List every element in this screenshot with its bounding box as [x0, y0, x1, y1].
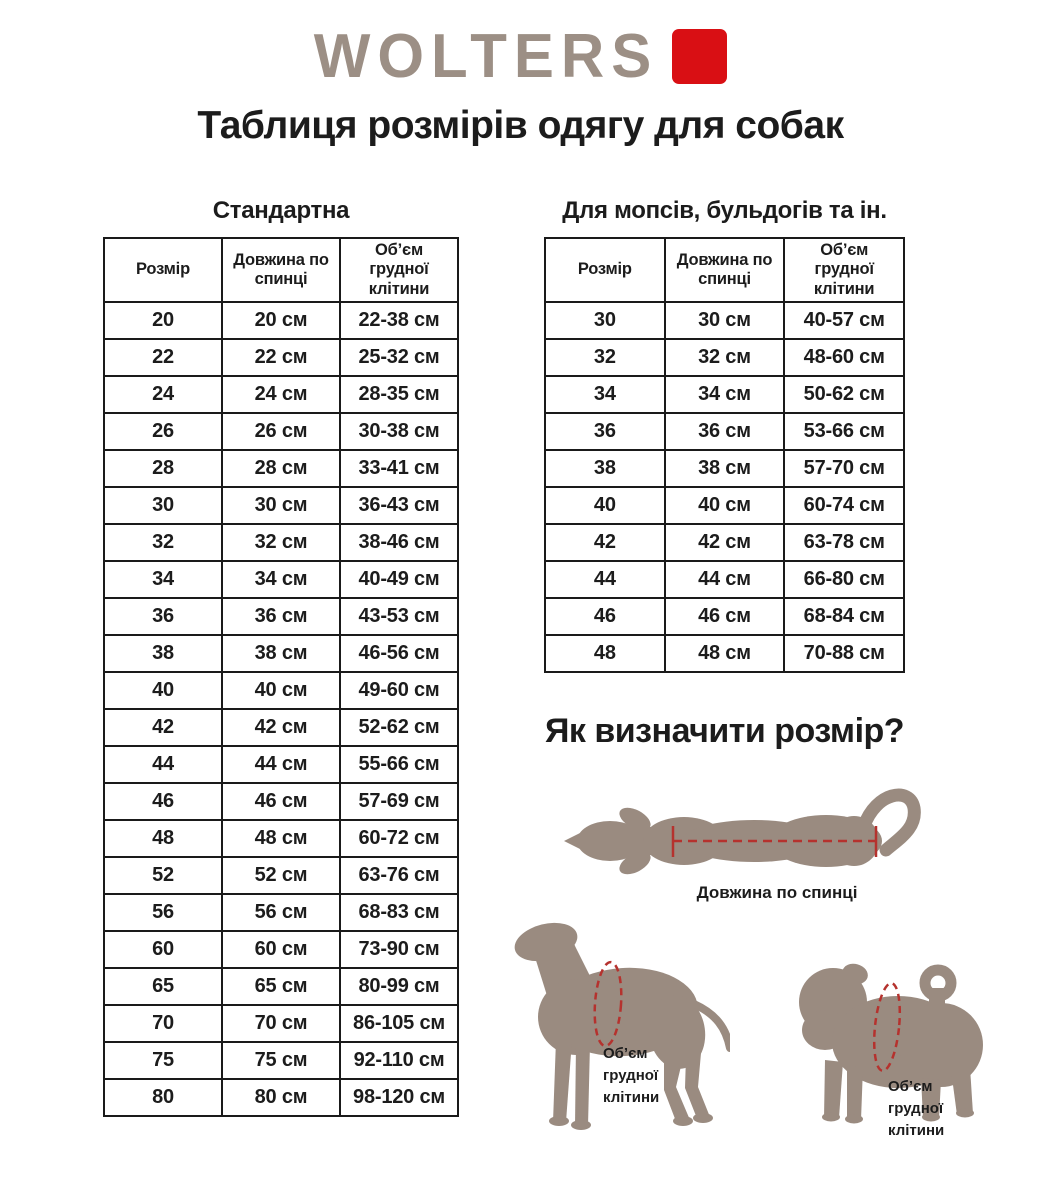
table-row	[545, 413, 904, 450]
table-cell: 26 см	[222, 413, 340, 450]
table-cell: 92-110 см	[340, 1042, 458, 1079]
table-cell: 70 см	[222, 1005, 340, 1042]
table-cell: 34	[104, 561, 222, 598]
table-cell: 32 см	[665, 339, 785, 376]
table-cell: 46 см	[665, 598, 785, 635]
brand-wordmark: WOLTERS	[313, 20, 659, 91]
table-cell: 36-43 см	[340, 487, 458, 524]
pug-table-title: Для мопсів, бульдогів та ін.	[562, 197, 887, 224]
table-cell: 80 см	[222, 1079, 340, 1116]
table-cell: 25-32 см	[340, 339, 458, 376]
table-cell: 98-120 см	[340, 1079, 458, 1116]
column-header-size: Розмір	[104, 238, 222, 302]
table-cell: 30	[545, 302, 665, 339]
table-row	[104, 968, 458, 1005]
table-cell: 40-49 см	[340, 561, 458, 598]
table-cell: 86-105 см	[340, 1005, 458, 1042]
table-cell: 20 см	[222, 302, 340, 339]
table-cell: 38-46 см	[340, 524, 458, 561]
table-cell: 80-99 см	[340, 968, 458, 1005]
table-cell: 22-38 см	[340, 302, 458, 339]
table-row	[104, 487, 458, 524]
column-header-size: Розмір	[545, 238, 665, 302]
table-cell: 43-53 см	[340, 598, 458, 635]
table-cell: 36 см	[222, 598, 340, 635]
table-cell: 60	[104, 931, 222, 968]
table-cell: 49-60 см	[340, 672, 458, 709]
table-cell: 46	[104, 783, 222, 820]
table-cell: 63-76 см	[340, 857, 458, 894]
table-cell: 34 см	[222, 561, 340, 598]
brand-red-square-icon	[672, 29, 727, 84]
table-cell: 30 см	[222, 487, 340, 524]
table-row	[104, 931, 458, 968]
table-cell: 24 см	[222, 376, 340, 413]
table-row	[545, 339, 904, 376]
table-cell: 34 см	[665, 376, 785, 413]
table-cell: 55-66 см	[340, 746, 458, 783]
table-cell: 42	[104, 709, 222, 746]
table-row	[104, 1042, 458, 1079]
table-cell: 44 см	[222, 746, 340, 783]
table-cell: 60-72 см	[340, 820, 458, 857]
table-row	[104, 783, 458, 820]
table-cell: 46 см	[222, 783, 340, 820]
column-header-back-length: Довжина по спинці	[665, 238, 785, 302]
table-row	[104, 339, 458, 376]
table-cell: 44	[545, 561, 665, 598]
table-cell: 75 см	[222, 1042, 340, 1079]
column-header-chest: Об’єм грудної клітини	[340, 238, 458, 302]
table-row	[545, 635, 904, 672]
chest-girth-label: Об’єм грудної клітини	[888, 1078, 945, 1139]
table-cell: 65 см	[222, 968, 340, 1005]
table-cell: 46	[545, 598, 665, 635]
table-cell: 70-88 см	[784, 635, 904, 672]
table-cell: 44	[104, 746, 222, 783]
table-row	[104, 820, 458, 857]
dog-top-view-illustration	[558, 776, 923, 891]
table-cell: 60 см	[222, 931, 340, 968]
table-cell: 32 см	[222, 524, 340, 561]
table-row	[104, 857, 458, 894]
table-cell: 63-78 см	[784, 524, 904, 561]
table-row	[545, 376, 904, 413]
table-cell: 56 см	[222, 894, 340, 931]
table-header-row	[545, 238, 904, 302]
table-cell: 46-56 см	[340, 635, 458, 672]
table-cell: 40-57 см	[784, 302, 904, 339]
table-row	[545, 524, 904, 561]
table-cell: 68-83 см	[340, 894, 458, 931]
table-cell: 20	[104, 302, 222, 339]
table-cell: 28 см	[222, 450, 340, 487]
table-cell: 80	[104, 1079, 222, 1116]
table-cell: 38	[104, 635, 222, 672]
table-cell: 44 см	[665, 561, 785, 598]
table-row	[545, 598, 904, 635]
table-cell: 50-62 см	[784, 376, 904, 413]
table-cell: 75	[104, 1042, 222, 1079]
column-header-chest: Об’єм грудної клітини	[784, 238, 904, 302]
table-row	[545, 487, 904, 524]
table-cell: 34	[545, 376, 665, 413]
table-row	[104, 376, 458, 413]
table-cell: 33-41 см	[340, 450, 458, 487]
table-cell: 48 см	[665, 635, 785, 672]
table-cell: 38	[545, 450, 665, 487]
pug-size-section	[544, 196, 905, 673]
table-row	[104, 1079, 458, 1116]
table-row	[104, 598, 458, 635]
table-cell: 40 см	[665, 487, 785, 524]
table-cell: 52-62 см	[340, 709, 458, 746]
table-row	[104, 413, 458, 450]
table-cell: 22 см	[222, 339, 340, 376]
pug-curled-tail	[925, 970, 951, 996]
table-cell: 30-38 см	[340, 413, 458, 450]
standard-size-section	[103, 196, 459, 1117]
table-row	[104, 709, 458, 746]
column-header-back-length: Довжина по спинці	[222, 238, 340, 302]
table-cell: 70	[104, 1005, 222, 1042]
table-cell: 30 см	[665, 302, 785, 339]
table-row	[545, 450, 904, 487]
table-cell: 48	[104, 820, 222, 857]
table-cell: 28	[104, 450, 222, 487]
standard-size-table	[103, 237, 459, 1117]
table-row	[104, 302, 458, 339]
table-cell: 22	[104, 339, 222, 376]
table-cell: 36	[545, 413, 665, 450]
table-row	[104, 524, 458, 561]
table-cell: 42	[545, 524, 665, 561]
table-cell: 57-69 см	[340, 783, 458, 820]
table-cell: 52	[104, 857, 222, 894]
table-cell: 42 см	[222, 709, 340, 746]
table-row	[545, 561, 904, 598]
table-cell: 32	[104, 524, 222, 561]
table-row	[104, 1005, 458, 1042]
standard-table-title: Стандартна	[212, 197, 350, 224]
table-row	[545, 302, 904, 339]
table-cell: 56	[104, 894, 222, 931]
table-cell: 40	[104, 672, 222, 709]
table-cell: 40 см	[222, 672, 340, 709]
table-row	[104, 672, 458, 709]
table-header-row	[104, 238, 458, 302]
table-cell: 48-60 см	[784, 339, 904, 376]
table-row	[104, 746, 458, 783]
page-title: Таблиця розмірів одягу для собак	[197, 104, 844, 147]
table-cell: 28-35 см	[340, 376, 458, 413]
table-cell: 48 см	[222, 820, 340, 857]
table-cell: 48	[545, 635, 665, 672]
table-cell: 65	[104, 968, 222, 1005]
table-cell: 40	[545, 487, 665, 524]
table-cell: 38 см	[665, 450, 785, 487]
chest-girth-label: Об’єм грудної клітини	[603, 1045, 660, 1106]
back-length-label: Довжина по спинці	[696, 883, 858, 902]
guide-title: Як визначити розмір?	[544, 712, 905, 750]
table-cell: 73-90 см	[340, 931, 458, 968]
table-cell: 42 см	[665, 524, 785, 561]
table-row	[104, 894, 458, 931]
table-row	[104, 561, 458, 598]
table-cell: 52 см	[222, 857, 340, 894]
table-cell: 57-70 см	[784, 450, 904, 487]
pug-size-table	[544, 237, 905, 673]
table-cell: 38 см	[222, 635, 340, 672]
table-cell: 30	[104, 487, 222, 524]
table-cell: 32	[545, 339, 665, 376]
table-cell: 36	[104, 598, 222, 635]
table-cell: 60-74 см	[784, 487, 904, 524]
table-cell: 24	[104, 376, 222, 413]
table-cell: 68-84 см	[784, 598, 904, 635]
table-cell: 26	[104, 413, 222, 450]
table-row	[104, 635, 458, 672]
brand-logo	[0, 20, 1041, 91]
table-cell: 36 см	[665, 413, 785, 450]
table-cell: 66-80 см	[784, 561, 904, 598]
table-row	[104, 450, 458, 487]
table-cell: 53-66 см	[784, 413, 904, 450]
